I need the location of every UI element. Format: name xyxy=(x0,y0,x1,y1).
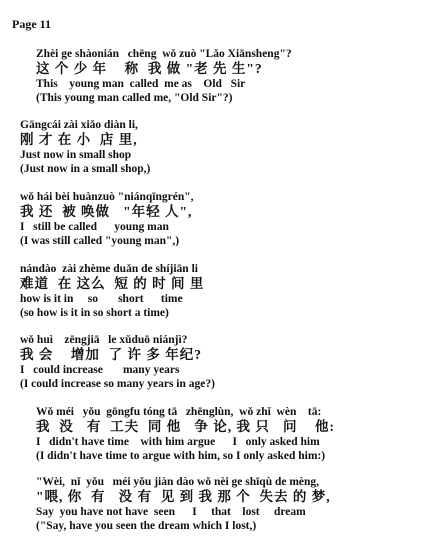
gloss-line: I could increase many years xyxy=(20,364,180,376)
translation-line: (I didn't have time to argue with him, so I only asked him:) xyxy=(36,450,326,462)
translation-line: ("Say, have you seen the dream which I lost,) xyxy=(36,520,257,532)
chinese-line: "喂, 你 有 没 有 见 到 我 那 个 失去 的 梦, xyxy=(36,489,331,504)
chinese-line: 这 个 少 年 称 我 做 "老 先 生"? xyxy=(36,61,263,76)
chinese-line: 刚 才 在 小 店 里, xyxy=(20,132,138,147)
page-label: Page 11 xyxy=(12,17,51,31)
gloss-line: Just now in small shop xyxy=(20,149,132,161)
translation-line: (I could increase so many years in age?) xyxy=(20,378,215,390)
pinyin-line: nándào zài zhème duǎn de shíjiān li xyxy=(20,263,198,275)
chinese-line: 难道 在 这么 短 的 时 间 里 xyxy=(20,276,205,291)
translation-line: (so how is it in so short a time) xyxy=(20,307,169,319)
stanza-5 xyxy=(20,333,215,391)
gloss-line: how is it in so short time xyxy=(20,293,183,305)
gloss-line: I didn't have time with him argue I only asked him xyxy=(36,436,320,448)
stanza-1 xyxy=(36,47,292,105)
pinyin-line: wǒ huì zēngjiā le xǔduō niánjì? xyxy=(20,334,188,346)
stanza-4 xyxy=(20,262,204,320)
chinese-line: 我 会 增加 了 许 多 年纪? xyxy=(20,347,202,362)
translation-line: (I was still called "young man",) xyxy=(20,235,180,247)
pinyin-line: "Wèi, nǐ yǒu méi yǒu jiàn dào wǒ nèi ge shīqù de mèng, xyxy=(36,476,320,488)
stanza-2 xyxy=(20,118,150,176)
gloss-line: Say you have not have seen I that lost dream xyxy=(36,506,306,518)
stanza-3 xyxy=(20,190,194,248)
translation-line: (This young man called me, "Old Sir"?) xyxy=(36,92,233,104)
chinese-line: 我 没 有 工夫 同 他 争 论, 我 只 问 他: xyxy=(36,419,335,434)
pinyin-line: Zhèi ge shàonián chēng wǒ zuò "Lǎo Xiānsheng"? xyxy=(36,48,292,60)
stanza-6 xyxy=(36,405,335,463)
chinese-line: 我 还 被 唤做 "年轻 人", xyxy=(20,204,193,219)
stanza-7 xyxy=(36,475,331,533)
pinyin-line: wǒ hái bèi huànzuò "niánqīngrén", xyxy=(20,191,194,203)
pinyin-line: Gāngcái zài xiǎo diàn li, xyxy=(20,119,138,131)
translation-line: (Just now in a small shop,) xyxy=(20,163,151,175)
pinyin-line: Wǒ méi yǒu gōngfu tóng tā zhēnglùn, wǒ zhǐ wèn tā: xyxy=(36,406,322,418)
gloss-line: This young man called me as Old Sir xyxy=(36,78,246,90)
gloss-line: I still be called young man xyxy=(20,221,169,233)
